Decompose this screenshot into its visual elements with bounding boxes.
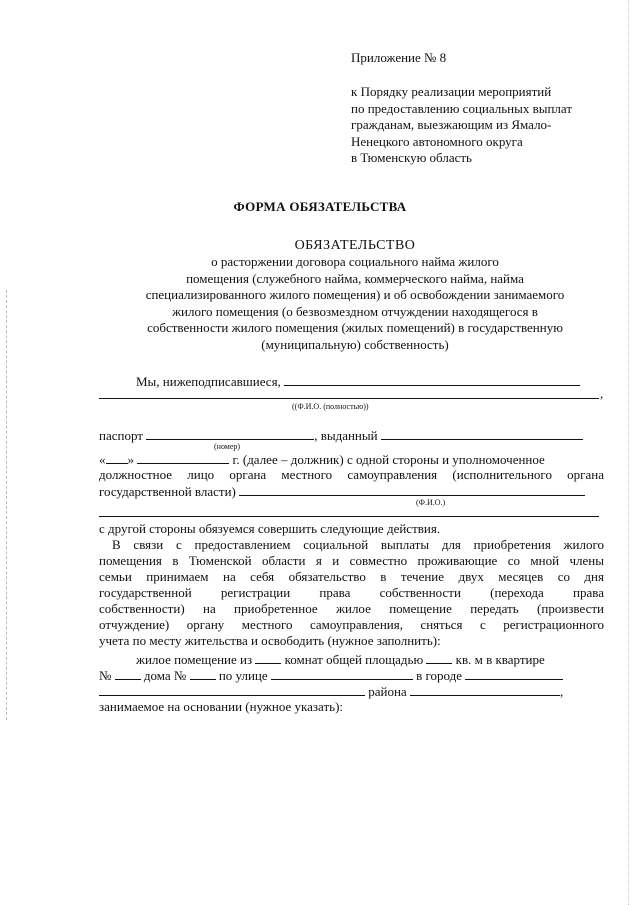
passport-row	[99, 427, 583, 444]
other-side-text: с другой стороны обязуемся совершить следующие действия.	[99, 521, 441, 536]
annex-line: по предоставлению социальных выплат	[351, 100, 573, 116]
city-label: в городе	[416, 668, 463, 683]
apartment-field[interactable]	[115, 667, 141, 680]
street-label: по улице	[218, 668, 268, 683]
undersigned-label: Мы, нижеподписавшиеся,	[136, 374, 281, 389]
annex-reference	[351, 84, 572, 167]
paragraph-line: государственной регистрации права собственности (перехода права	[99, 585, 604, 600]
paragraph-line: собственности) на приобретенное жилое помещение передать (произвести	[99, 601, 604, 616]
year-text: г. (далее – должник) с одной стороны и уполномоченное	[232, 452, 545, 467]
authority-row	[99, 483, 585, 500]
annex-line: в Тюменскую область	[351, 150, 472, 165]
apt-no-label: №	[99, 668, 112, 683]
date-close: »	[127, 452, 134, 467]
district-field[interactable]	[410, 683, 560, 696]
district-row	[99, 683, 563, 700]
area-unit: кв. м в квартире	[455, 652, 545, 667]
basis-text: занимаемое на основании (нужное указать):	[99, 699, 344, 714]
authority-label: государственной власти)	[99, 484, 236, 499]
subtitle-line: жилого помещения (о безвозмездном отчуждении находящегося в	[172, 303, 538, 319]
rooms-text: комнат общей площадью	[284, 652, 424, 667]
annex-line: Ненецкого автономного округа	[351, 133, 523, 149]
fio-full-comma: ,	[600, 386, 604, 401]
subtitle-line: о расторжении договора социального найма жилого	[211, 254, 499, 269]
annex-line: к Порядку реализации мероприятий	[351, 84, 552, 99]
annex-line: гражданам, выезжающим из Ямало-	[351, 117, 552, 132]
subtitle-line: помещения (служебного найма, коммерческого найма, найма	[186, 270, 524, 286]
paragraph-line: помещения в Тюменской области я и совместно проживающие со мной члены	[99, 553, 604, 568]
area-field[interactable]	[426, 651, 452, 664]
month-field[interactable]	[137, 451, 229, 464]
subtitle-line: (муниципальную) собственность)	[261, 336, 449, 352]
paragraph-line: семьи принимаем на себя обязательство в течение двух месяцев со дня	[99, 569, 604, 584]
district-label: района	[368, 684, 407, 699]
scan-edge-right	[628, 0, 630, 905]
obligation-title: ОБЯЗАТЕЛЬСТВО	[294, 238, 416, 253]
issued-by-field[interactable]	[381, 427, 583, 440]
paragraph-line: В связи с предоставлением социальной выплаты для приобретения жилого	[112, 537, 604, 552]
city-field[interactable]	[465, 667, 563, 680]
undersigned-row	[136, 373, 580, 390]
house-no-label: дома №	[143, 668, 187, 683]
paragraph-line: отчуждение) органу местного самоуправления, сняться с регистрационного	[99, 617, 604, 632]
fio-hint: (Ф.И.О.)	[416, 498, 446, 507]
subtitle-line: специализированного жилого помещения) и об освобождении занимаемого	[145, 287, 565, 303]
official-name-extra-field[interactable]	[99, 516, 599, 517]
fio-full-field[interactable]	[99, 398, 599, 399]
subtitle-line: собственности жилого помещения (жилых помещений) в государственную	[147, 320, 563, 336]
passport-number-field[interactable]	[146, 427, 314, 440]
date-open: «	[99, 452, 106, 467]
dwelling-row	[136, 651, 545, 668]
house-field[interactable]	[190, 667, 216, 680]
passport-label: паспорт	[99, 428, 143, 443]
fio-full-hint: ((Ф.И.О. (полностью))	[292, 402, 369, 411]
dwelling-prefix: жилое помещение из	[136, 652, 253, 667]
number-hint: (номер)	[214, 442, 241, 451]
address-row	[99, 667, 563, 684]
scan-edge-left	[6, 290, 8, 720]
form-title: ФОРМА ОБЯЗАТЕЛЬСТВА	[233, 199, 407, 214]
paragraph-line: учета по месту жительства и освободить (нужное заполнить):	[99, 633, 441, 648]
day-field[interactable]	[106, 451, 128, 464]
issued-label: , выданный	[314, 428, 378, 443]
district-comma: ,	[559, 684, 564, 699]
date-row	[99, 451, 545, 468]
annex-title: Приложение № 8	[351, 50, 447, 65]
undersigned-name-field[interactable]	[284, 373, 580, 386]
rooms-field[interactable]	[255, 651, 281, 664]
official-name-field[interactable]	[239, 483, 585, 496]
obligation-subtitle	[90, 254, 620, 354]
official-line: должностное лицо органа местного самоуправления (исполнительного органа	[99, 467, 604, 482]
region-field[interactable]	[99, 683, 365, 696]
street-field[interactable]	[271, 667, 413, 680]
